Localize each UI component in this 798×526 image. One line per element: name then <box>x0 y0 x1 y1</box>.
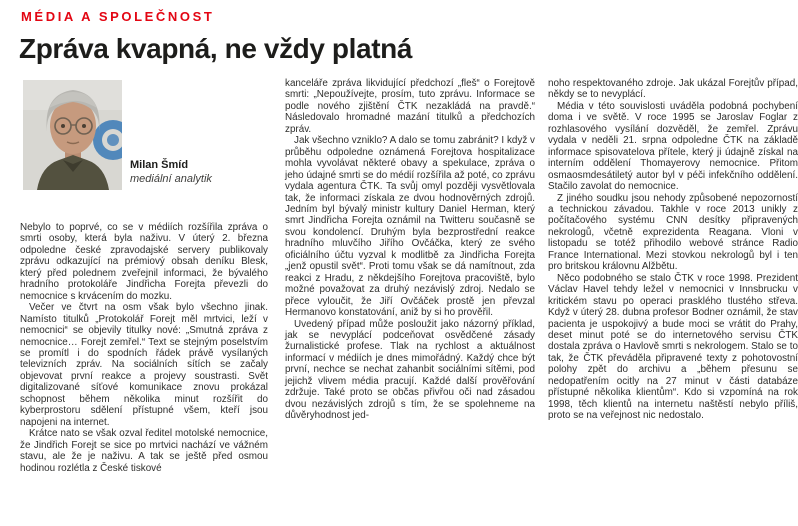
paragraph: Média v této souvislosti uváděla podobná pochybení doma i ve světě. V roce 1995 se Jaroslav Foglar z rozhlasového vysílání dozvěděl, že zemřel. Zprávu vydala v neděli 21. srpna odpoledne ČTK na základě informace spisovatelova přítele, který ji údajně získal na interním oddělení Thomayerovy nemocnice. Přitom osmaosmdesátiletý autor byl v péči infekčního oddělení. Stačilo zavolat do nemocnice. <box>548 100 798 193</box>
paragraph: Krátce nato se však ozval ředitel motolské nemocnice, že Jindřich Forejt se sice po mrtvici nachází ve vážném stavu, ale že je naživu. A tak se ještě před osmou hodinou rozlétla z České tiskové <box>20 428 268 474</box>
text-column-2 <box>285 78 535 422</box>
paragraph: Jak všechno vzniklo? A dalo se tomu zabránit? I když v průběhu odpoledne oznámená Forejtova hospitalizace mohla vyvolávat některé obavy a spekulace, zpráva o jeho údajné smrti se do médií rozšířila až poté, co zprávu vydala agentura ČTK. Ta svůj omyl později vysvětlovala tak, že informaci získala ze dvou hodnověrných zdrojů. Jedním byl bývalý ministr kultury Daniel Herman, který smrt Jindřicha Forejta oznámil na Twitteru současně se svou kondolencí. Druhým byla bezprostřední reakce hradního mluvčího Jiřího Ovčáčka, který ze svého oficiálního účtu vyzval k modlitbě za Jindřicha Forejta „jenž opustil svět“. Proti tomu však se dá namítnout, zda reakci z Hradu, z někdejšího Forejtova pracoviště, bylo možné považovat za druhý nezávislý zdroj. Nedalo se přece vyloučit, že Jiří Ovčáček prostě jen převzal Hermanovo konstatování, aniž by si ho prověřil. <box>285 135 535 319</box>
paragraph: Něco podobného se stalo ČTK v roce 1998. Prezident Václav Havel tehdy ležel v nemocnici v Innsbrucku v kritickém stavu po operaci prasklého tlustého střeva. Když v úterý 28. dubna profesor Bodner oznámil, že stav pacienta je uspokojivý a bude moci se vrátit do Prahy, deset minut poté se do internetového servisu ČTK dostala zpráva o Havlově smrti s nekrologem. Stalo se to tak, že ČTK převáděla připravené texty z pohotovostní polohy zpět do archivu a „během přesunu se nedopatřením ocitly na 27 minut v části databáze přístupné několika klientům“. Kdo si vzpomíná na rok 1998, těch klientů na internetu naštěstí nebylo příliš, proto se na veřejnost nic nedostalo. <box>548 272 798 422</box>
paragraph: kanceláře zpráva likvidující předchozí „fleš“ o Forejtově smrti: „Nepoužívejte, prosím, tuto zprávu. Informace se podle nového zjištění ČTK nezakládá na pravdě.“ Následovalo hromadné mazání titulků a předchozích zpráv. <box>285 78 535 135</box>
paragraph: Nebylo to poprvé, co se v médiích rozšířila zpráva o smrti osoby, která byla naživu. V úterý 2. března odpoledne české zpravodajské servery publikovaly zprávu odkazující na prémiový obsah deníku Blesk, který před polednem zveřejnil informaci, že bývalého hradního protokoláře Jindřicha Forejta převezli do nemocnice s krvácením do mozku. <box>20 222 268 302</box>
author-name: Milan Šmíd <box>130 159 189 171</box>
author-role: mediální analytik <box>130 173 212 185</box>
paragraph: Z jiného soudku jsou nehody způsobené nepozorností a technickou závadou. Takhle v roce 2013 unikly z počítačového systému CNN desítky připravených nekrologů, včetně exprezidenta Reagana. Vloni v listopadu se totéž přihodilo webové stránce Radio France International. Mezi stovkou nekrologů byl i ten pro britskou královnu Alžbětu. <box>548 192 798 273</box>
text-column-1 <box>20 222 268 474</box>
paragraph: Uvedený případ může posloužit jako názorný příklad, jak se nevyplácí podceňovat osvědčené zásady žurnalistické profese. Tlak na rychlost a aktuálnost informací v médiích je dnes mimořádný. Každý chce být první, nechce se nechat zahanbit sociálními sítěmi, pod jejichž vlivem média pracují. Každé další prověřování zdržuje. Také proto se občas přivřou oči nad zásadou dvou nezávislých zdrojů s tím, že se spolehneme na důvěryhodnost jed- <box>285 318 535 422</box>
article-title: Zpráva kvapná, ne vždy platná <box>19 33 412 64</box>
paragraph: noho respektovaného zdroje. Jak ukázal Forejtův případ, někdy se to nevyplácí. <box>548 78 798 101</box>
portrait-photo-illustration <box>23 80 122 190</box>
section-kicker: MÉDIA A SPOLEČNOST <box>21 9 215 24</box>
author-photo <box>23 80 122 190</box>
paragraph: Večer ve čtvrt na osm však bylo všechno jinak. Namísto titulků „Protokolář Forejt měl mrtvici, leží v nemocnici“ se objevily titulky nové: „Smutná zpráva z nemocnice… Forejt zemřel.“ Text se stejným poselstvím se promítl i do spodních řádek právě vysílaných televizních zpráv. Na sociálních sítích se začaly objevovat první reakce a projevy soustrasti. Svět digitalizované síťové komunikace znovu prokázal schopnost během několika minut rozšířit do kyberprostoru sdělení přístupné všem, kteří jsou napojeni na internet. <box>20 302 268 428</box>
text-column-3 <box>548 78 798 422</box>
